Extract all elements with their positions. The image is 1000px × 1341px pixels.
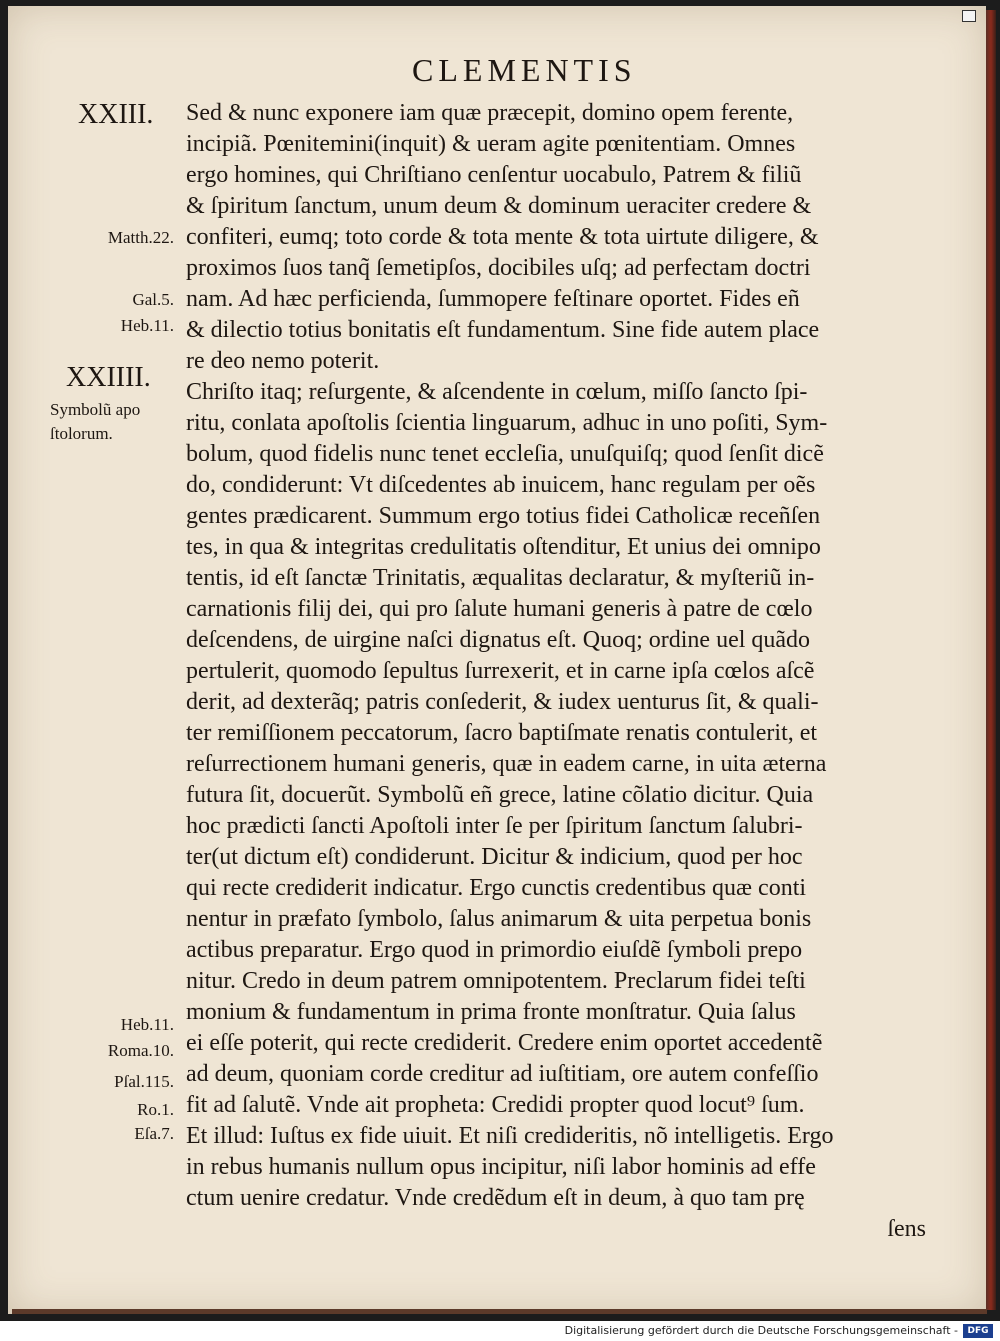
running-head: CLEMENTIS: [412, 52, 637, 88]
text-line: tes, in qua & integritas credulitatis oſtenditur, Et unius dei omnipo: [186, 534, 821, 560]
page-edge-bottom: [12, 1309, 987, 1314]
text-line: carnationis filij dei, qui pro ſalute humani generis à patre de cœlo: [186, 596, 813, 622]
text-line: & dilectio totius bonitatis eſt fundamentum. Sine fide autem place: [186, 317, 820, 343]
text-line: incipiã. Pœnitemini(inquit) & ueram agite pœnitentiam. Omnes: [186, 131, 796, 157]
text-line: bolum, quod fidelis nunc tenet eccleſia, unuſquiſq; quod ſenſit dicẽ: [186, 441, 824, 467]
text-line: monium & fundamentum in prima fronte monſtratur. Quia ſalus: [186, 999, 796, 1025]
corner-marker: [962, 10, 976, 22]
text-line: deſcendens, de uirgine naſci dignatus eſt. Quoq; ordine uel quãdo: [186, 627, 811, 653]
text-line: gentes prædicarent. Summum ergo totius fidei Catholicæ receñſen: [186, 503, 821, 529]
margin-reference: Gal.5.: [132, 290, 174, 309]
text-line: confiteri, eumq; toto corde & tota mente & tota uirtute diligere, &: [186, 224, 819, 250]
section-number: XXIII.: [78, 99, 154, 130]
text-line: fit ad ſalutẽ. Vnde ait propheta: Credidi propter quod locut⁹ ſum.: [186, 1092, 805, 1118]
catchword: ſens: [887, 1216, 926, 1242]
text-line: reſurrectionem humani generis, quæ in eadem carne, in uita æterna: [186, 751, 827, 777]
text-line: tentis, id eſt ſanctæ Trinitatis, æqualitas declaratur, & myſteriũ in-: [186, 565, 815, 591]
text-line: ter(ut dictum eſt) condiderunt. Dicitur & indicium, quod per hoc: [186, 844, 803, 870]
text-line: pertulerit, quomodo ſepultus ſurrexerit, et in carne ipſa cœlos aſcẽ: [186, 658, 815, 684]
footer-credit: Digitalisierung gefördert durch die Deutsche Forschungsgemeinschaft -: [564, 1324, 958, 1337]
text-line: re deo nemo poterit.: [186, 348, 380, 374]
text-line: ter remiſſionem peccatorum, ſacro baptiſmate renatis contulerit, et: [186, 720, 818, 746]
margin-reference: Pſal.115.: [114, 1072, 174, 1091]
text-line: ad deum, quoniam corde creditur ad iuſtitiam, ore autem confeſſio: [186, 1061, 819, 1087]
text-line: proximos ſuos tanq̃ ſemetipſos, docibiles uſq; ad perfectam doctri: [186, 255, 811, 281]
body-text: [186, 98, 946, 1245]
text-line: nentur in præfato ſymbolo, ſalus animarum & uita perpetua bonis: [186, 906, 812, 932]
footer-bar: [0, 1321, 1000, 1341]
text-line: Et illud: Iuſtus ex fide uiuit. Et niſi credideritis, nõ intelligetis. Ergo: [186, 1123, 834, 1149]
margin-note: Symbolũ apo: [50, 400, 141, 419]
margin-note: ſtolorum.: [50, 424, 113, 443]
text-line: actibus preparatur. Ergo quod in primordio eiuſdẽ ſymboli prepo: [186, 937, 803, 963]
text-line: ei eſſe poterit, qui recte crediderit. Credere enim oportet accedentẽ: [186, 1030, 823, 1056]
text-line: nam. Ad hæc perficienda, ſummopere feſtinare oportet. Fides eñ: [186, 286, 800, 312]
text-line: & ſpiritum ſanctum, unum deum & dominum ueraciter credere &: [186, 193, 812, 219]
text-line: derit, ad dexterãq; patris conſederit, & iudex uenturus ſit, & quali-: [186, 689, 819, 715]
margin-reference: Roma.10.: [107, 1041, 174, 1060]
section-number: XXIIII.: [66, 362, 151, 393]
text-line: nitur. Credo in deum patrem omnipotentem. Preclarum fidei teſti: [186, 968, 806, 994]
dfg-logo: DFG: [963, 1324, 993, 1338]
margin-reference: Ro.1.: [137, 1100, 174, 1119]
text-line: qui recte crediderit indicatur. Ergo cunctis credentibus quæ conti: [186, 875, 807, 901]
text-line: in rebus humanis nullum opus incipitur, niſi labor hominis ad effe: [186, 1154, 816, 1180]
page-edge-right: [986, 10, 996, 1310]
margin-reference: Eſa.7.: [134, 1124, 174, 1143]
margin-reference: Heb.11.: [120, 316, 174, 335]
text-line: futura ſit, docuerũt. Symbolũ eñ grece, latine cõlatio dicitur. Quia: [186, 782, 814, 808]
text-line: Sed & nunc exponere iam quæ præcepit, domino opem ferente,: [186, 100, 794, 126]
text-line: hoc prædicti ſancti Apoſtoli inter ſe per ſpiritum ſanctum ſalubri-: [186, 813, 803, 839]
text-line: ctum uenire credatur. Vnde credẽdum eſt in deum, à quo tam prę: [186, 1185, 805, 1211]
text-line: ergo homines, qui Chriſtiano cenſentur uocabulo, Patrem & filiũ: [186, 162, 802, 188]
margin-reference: Matth.22.: [107, 228, 174, 247]
margin-reference: Heb.11.: [120, 1015, 174, 1034]
text-line: ritu, conlata apoſtolis ſcientia linguarum, adhuc in uno poſiti, Sym-: [186, 410, 828, 436]
text-line: do, condiderunt: Vt diſcedentes ab inuicem, hanc regulam per oẽs: [186, 472, 816, 498]
text-line: Chriſto itaq; reſurgente, & aſcendente in cœlum, miſſo ſancto ſpi-: [186, 379, 808, 405]
